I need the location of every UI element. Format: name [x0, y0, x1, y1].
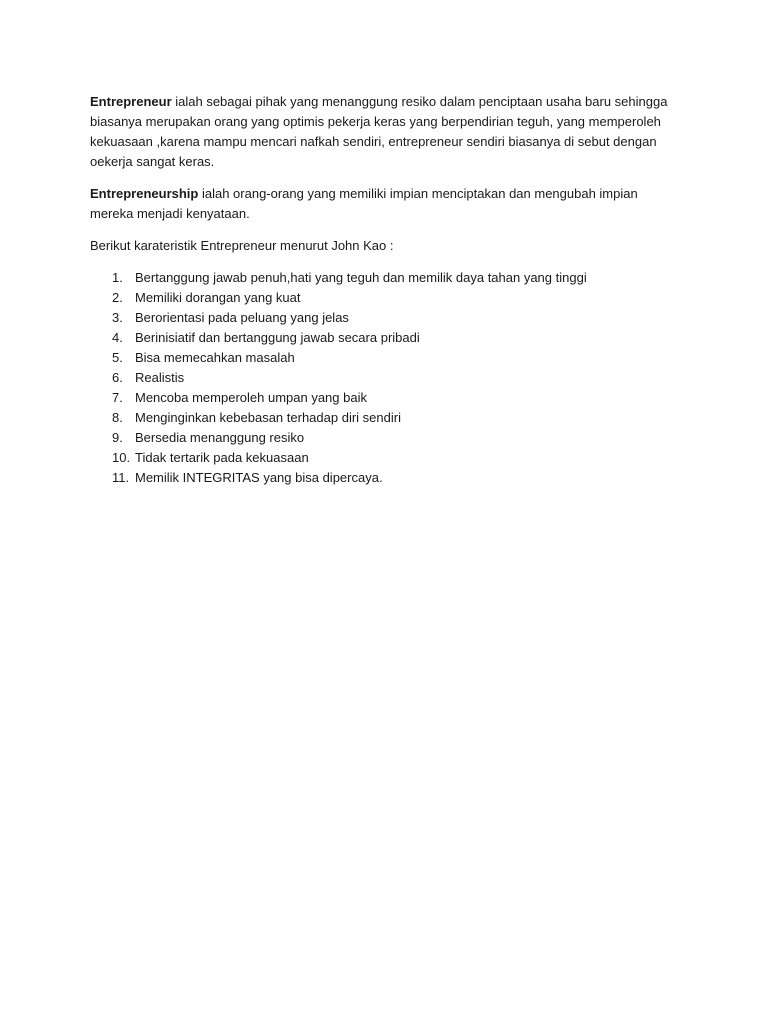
list-number: 1. [112, 270, 123, 285]
list-item [90, 288, 680, 308]
definition-entrepreneur: ialah sebagai pihak yang menanggung resiko dalam penciptaan usaha baru sehingga biasanya merupakan orang yang optimis pekerja keras yang berpendirian teguh, yang memperoleh kekuasaan ,karena mampu mencari nafkah sendiri, entrepreneur sendiri biasanya di sebut dengan oekerja sangat keras. [90, 94, 668, 169]
paragraph-entrepreneur [90, 92, 680, 172]
list-item-text: Realistis [135, 370, 185, 385]
list-item-text: Tidak tertarik pada kekuasaan [135, 450, 309, 465]
list-number: 8. [112, 410, 123, 425]
list-item-text: Bertanggung jawab penuh,hati yang teguh dan memilik daya tahan yang tinggi [135, 270, 587, 285]
list-item [90, 408, 680, 428]
list-number: 3. [112, 310, 123, 325]
list-number: 6. [112, 370, 123, 385]
list-item [90, 448, 680, 468]
list-item [90, 368, 680, 388]
list-item [90, 468, 680, 488]
list-item-text: Menginginkan kebebasan terhadap diri sendiri [135, 410, 401, 425]
list-item-text: Memilik INTEGRITAS yang bisa dipercaya. [135, 470, 383, 485]
list-item-text: Berinisiatif dan bertanggung jawab secara pribadi [135, 330, 420, 345]
list-number: 11. [112, 470, 130, 485]
list-item-text: Bersedia menanggung resiko [135, 430, 305, 445]
list-item [90, 388, 680, 408]
list-number: 2. [112, 290, 123, 305]
list-item-text: Memiliki dorangan yang kuat [135, 290, 301, 305]
list-intro: Berikut karateristik Entrepreneur menurut John Kao : [90, 238, 394, 253]
list-item [90, 328, 680, 348]
list-number: 4. [112, 330, 123, 345]
characteristics-list [90, 268, 680, 488]
list-item [90, 268, 680, 288]
list-item [90, 428, 680, 448]
document-body [90, 92, 680, 488]
list-number: 5. [112, 350, 123, 365]
paragraph-entrepreneurship [90, 184, 680, 224]
list-item-text: Bisa memecahkan masalah [135, 350, 295, 365]
list-number: 9. [112, 430, 123, 445]
list-item-text: Mencoba memperoleh umpan yang baik [135, 390, 367, 405]
term-entrepreneur: Entrepreneur [90, 94, 172, 109]
list-item [90, 348, 680, 368]
definition-entrepreneurship: ialah orang-orang yang memiliki impian menciptakan dan mengubah impian mereka menjadi kenyataan. [90, 186, 638, 221]
list-number: 7. [112, 390, 123, 405]
term-entrepreneurship: Entrepreneurship [90, 186, 199, 201]
list-number: 10. [112, 450, 131, 465]
list-item-text: Berorientasi pada peluang yang jelas [135, 310, 349, 325]
list-item [90, 308, 680, 328]
